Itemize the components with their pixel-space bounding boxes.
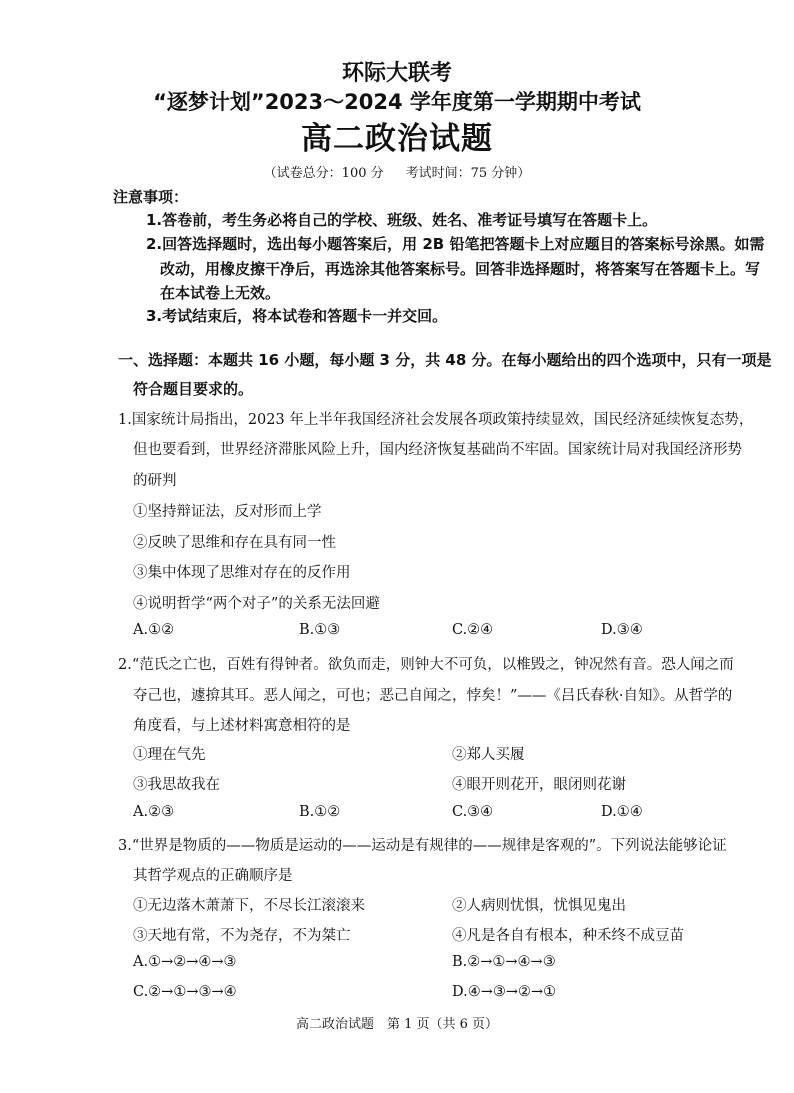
q2-statement-4: ④眼开则花开，眼闭则花谢 bbox=[452, 777, 626, 793]
q1-option-d: D.③④ bbox=[601, 622, 643, 638]
q3-stem-line-2: 其哲学观点的正确顺序是 bbox=[133, 868, 293, 884]
q1-statement-3: ③集中体现了思维对存在的反作用 bbox=[133, 565, 351, 581]
q3-statement-2: ②人病则忧惧，忧惧见鬼出 bbox=[452, 898, 626, 914]
q2-option-b: B.①② bbox=[299, 804, 341, 820]
exam-meta bbox=[0, 162, 794, 181]
q3-option-d: D.④→③→②→① bbox=[452, 984, 557, 1000]
q1-option-a: A.①② bbox=[133, 622, 175, 638]
total-score: （试卷总分：100 分 bbox=[263, 166, 384, 181]
q2-stem-line-1: 2.“范氏之亡也，百姓有得钟者。欲负而走，则钟大不可负，以椎毁之，钟况然有音。恐人闻之而 bbox=[118, 657, 734, 673]
page-footer: 高二政治试题 第 1 页（共 6 页） bbox=[295, 1017, 499, 1032]
section-1-heading-line-2: 符合题目要求的。 bbox=[133, 380, 254, 398]
q1-statement-4: ④说明哲学“两个对子”的关系无法回避 bbox=[133, 596, 380, 612]
q3-statement-3: ③天地有常，不为尧存，不为桀亡 bbox=[133, 928, 351, 944]
q3-statement-4: ④凡是各自有根本，种禾终不成豆苗 bbox=[452, 928, 684, 944]
q2-statement-2: ②郑人买履 bbox=[452, 747, 525, 763]
q2-statement-3: ③我思故我在 bbox=[133, 777, 220, 793]
notice-item-3: 3.考试结束后，将本试卷和答题卡一并交回。 bbox=[146, 307, 448, 325]
page-title: 高二政治试题 bbox=[301, 121, 493, 157]
q3-option-c: C.②→①→③→④ bbox=[133, 984, 237, 1000]
exam-time: 考试时间：75 分钟） bbox=[405, 166, 531, 181]
q1-stem-line-1: 1.国家统计局指出，2023 年上半年我国经济社会发展各项政策持续显效，国民经济延续恢复态势， bbox=[118, 412, 754, 428]
q2-option-a: A.②③ bbox=[133, 804, 175, 820]
notice-item-2-line-2: 改动，用橡皮擦干净后，再选涂其他答案标号。回答非选择题时，将答案写在答题卡上。写 bbox=[160, 260, 761, 278]
q2-option-c: C.③④ bbox=[452, 804, 494, 820]
exam-name: “逐梦计划”2023～2024 学年度第一学期期中考试 bbox=[153, 90, 641, 114]
notice-item-1: 1.答卷前，考生务必将自己的学校、班级、姓名、准考证号填写在答题卡上。 bbox=[146, 211, 658, 229]
q1-option-c: C.②④ bbox=[452, 622, 494, 638]
q2-stem-line-2: 夺己也，遽揜其耳。恶人闻之，可也；恶己自闻之，悖矣！”——《吕氏春秋·自知》。从哲学的 bbox=[133, 688, 733, 704]
q1-option-b: B.①③ bbox=[299, 622, 341, 638]
section-1-heading-line-1: 一、选择题：本题共 16 小题，每小题 3 分，共 48 分。在每小题给出的四个选项中，只有一项是 bbox=[118, 351, 772, 369]
exam-organizer: 环际大联考 bbox=[341, 61, 452, 86]
q3-statement-1: ①无边落木萧萧下，不尽长江滚滚来 bbox=[133, 898, 365, 914]
q3-stem-line-1: 3.“世界是物质的——物质是运动的——运动是有规律的——规律是客观的”。下列说法能够论证 bbox=[118, 838, 727, 854]
q2-option-d: D.①④ bbox=[601, 804, 643, 820]
q3-option-a: A.①→②→④→③ bbox=[133, 954, 237, 970]
q1-statement-2: ②反映了思维和存在具有同一性 bbox=[133, 535, 336, 551]
q3-option-b: B.②→①→④→③ bbox=[452, 954, 556, 970]
notice-heading: 注意事项： bbox=[113, 188, 189, 206]
notice-item-2-line-1: 2.回答选择题时，选出每小题答案后，用 2B 铅笔把答题卡上对应题目的答案标号涂黑。如需 bbox=[146, 235, 765, 253]
q2-stem-line-3: 角度看，与上述材料寓意相符的是 bbox=[133, 718, 351, 734]
q1-stem-line-2: 但也要看到，世界经济滞胀风险上升，国内经济恢复基础尚不牢固。国家统计局对我国经济形势 bbox=[133, 442, 742, 458]
q2-statement-1: ①理在气先 bbox=[133, 747, 206, 763]
q1-statement-1: ①坚持辩证法，反对形而上学 bbox=[133, 504, 322, 520]
notice-item-2-line-3: 在本试卷上无效。 bbox=[160, 284, 281, 302]
q1-stem-line-3: 的研判 bbox=[133, 473, 177, 489]
